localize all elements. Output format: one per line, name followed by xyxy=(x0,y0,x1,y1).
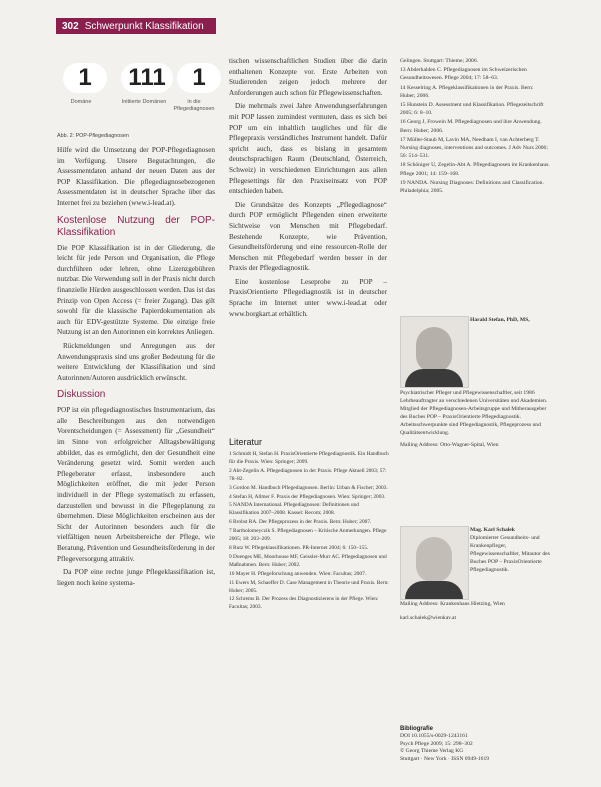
page-header xyxy=(0,0,601,42)
author-bio-text: Diplomierter Gesundheits- und Krankenpfleger, Pflegewissenschaftler, Mitautor des Buches POP – PraxisOrientierte Pflegediagnostik. xyxy=(470,535,550,573)
author-1-name xyxy=(470,316,550,324)
literature-item: 10 Mayer H. Pflegeforschung anwenden. Wien: Facultas; 2007. xyxy=(229,570,367,577)
reference-item: 17 Müller-Staub M, Lavin MA, Needham I, van Achterberg T. Nursing diagnoses, interventions and outcomes. J Adv Nurs 2006; 56: 514–531. xyxy=(400,136,548,160)
bibliography-doi: DOI 10.1055/s-0029-1243161 xyxy=(400,733,468,740)
stats-figure xyxy=(57,63,217,133)
page-number: 302 xyxy=(62,20,79,32)
literature-item: 2 Abt-Zegelin A. Pflegediagnosen in der Praxis. Pflege Aktuell 2003; 57: 78–82. xyxy=(229,467,387,482)
stat-value-3: 1 xyxy=(177,63,221,93)
shoulders-shape xyxy=(405,369,463,387)
bibliography-citation: Psych Pflege 2009; 15: 298–302 xyxy=(400,740,473,747)
figure-caption: Abb. 2: POP-Pflegediagnosen xyxy=(57,133,129,139)
reference-item: 15 Hunstein D. Assessment und Klassifikation. Pflegezeitschrift 2005; 6: 8–10. xyxy=(400,102,544,117)
intro-paragraph: Hilfe wird die Umsetzung der POP-Pflegediagnosen im Verfügung. Unsere Begutachtungen, die Assessmentdaten anhand der neuen Daten aus der POP Klassifikation. Die pflegediagnosebezogenen Assessmentdaten ist in deutscher Sprache über das Internet frei zu beziehen (www.i-lead.at). xyxy=(57,146,215,207)
literature-item: 7 Bartholomeyczik S. Pflegediagnosen – Kritische Anmerkungen. Pflege 2005; 18: 203–209. xyxy=(229,528,387,543)
reference-item: 16 Georg J, Frowein M. Pflegediagnosen und ihre Anwendung. Bern: Huber; 2006. xyxy=(400,119,542,134)
stat-label-3: in die Pflegediagnosen xyxy=(173,99,215,112)
literature-item: 3 Gordon M. Handbuch Pflegediagnosen. Berlin: Urban & Fischer; 2003. xyxy=(229,484,388,491)
author-bio-text: Psychiatrischer Pfleger und Pflegewissenschaftler, seit 1986 Lehrbeauftragter an verschiedenen Universitäten und Akademien. Mitglied der Pflegediagnosen-Arbeitsgruppe und Mitherausgeber des Buches POP – PraxisOrientierte Pflegediagnostik. Arbeitsschwerpunkte sind Pflegediagnostik, Pflegeprozess und Qualitätsentwicklung. xyxy=(400,390,548,436)
author-photo-1 xyxy=(400,316,469,388)
reference-item: 19 NANDA. Nursing Diagnoses: Definitions and Classification. Philadelphia; 2005. xyxy=(400,179,544,195)
paragraph: Eine kostenlose Leseprobe zu POP – PraxisOrientierte Pflegediagnostik ist in deutscher Sprache im Internet unter www.i-lead.at oder www.borgkart.at erhältlich. xyxy=(229,277,387,318)
author-1-bio xyxy=(400,389,550,449)
reference-item: 14 Kesselring A. Pflegeklassifikationen in der Praxis. Bern: Huber; 2006. xyxy=(400,84,534,99)
author-2-name xyxy=(470,526,550,574)
reference-item: 13 Abderhalden C. Pflegediagnosen im Schweizerischen Gesundheitswesen. Pflege 2004; 17: 58–63. xyxy=(400,67,527,82)
author-email: karl.schalek@wienkav.at xyxy=(400,615,457,621)
header-bar xyxy=(56,18,216,34)
literature-item: 11 Ewers M, Schaeffer D. Case Management in Theorie und Praxis. Bern: Huber; 2005. xyxy=(229,579,389,594)
reference-item: Gelingen. Stuttgart: Thieme; 2006. xyxy=(400,58,479,64)
author-name: Mag. Karl Schalek xyxy=(470,527,515,533)
section-heading-free-use: Kostenlose Nutzung der POP-Klassifikation xyxy=(57,214,215,238)
literature-item: 6 Brobst RA. Der Pflegeprozess in der Praxis. Bern: Huber; 2007. xyxy=(229,519,372,526)
bibliography-box xyxy=(400,726,550,763)
stat-value-1: 1 xyxy=(63,63,107,93)
author-address: Mailing Address: Krankenhaus Hietzing, Wien xyxy=(400,601,505,607)
literature-list xyxy=(229,451,389,613)
author-photo-2 xyxy=(400,526,469,600)
shoulders-shape xyxy=(405,581,463,599)
literature-item: 9 Doenges ME, Moorhouse MF, Geissler-Murr AC. Pflegediagnosen und Maßnahmen. Bern: Huber; 2002. xyxy=(229,553,387,568)
author-2-contact xyxy=(400,600,550,622)
literature-item: 8 Rutz W. Pflegeklassifikationen. PR-Internet 2004; 6: 150–155. xyxy=(229,544,369,551)
face-shape xyxy=(416,327,452,372)
paragraph: Die POP Klassifikation ist in der Gliederung, die leicht für jede Person und Organisation, die Pflege durchführen oder lehren, ohne Lizenzgebühren nutzbar. Die Verwendung soll in der Praxis nicht durch finanzielle Hürden ausgeschlossen werden. Das ist das Prinzip von Open Access (= freier Zugang). Das gilt sowohl für die klassische Papierdokumentation als auch für EDV-gestützte Systeme. Die einzige freie Nutzung ist an den Autorinnen ein korrektes Anliegen. xyxy=(57,243,215,337)
stat-label-2: Initiierte Domänen xyxy=(121,99,167,105)
literature-item: 1 Schmidt H, Stefan H. PraxisOrientierte Pflegediagnostik. Ein Handbuch für die Praxis. Wien: Springer; 2009. xyxy=(229,451,389,465)
paragraph: Die Grundsätze des Konzepts „Pflegediagnose“ durch POP ermöglicht Pflegenden einen erweiterte Sichtweise von Menschen mit Pflegebedarf. Bestehende Konzepte, wie Prävention, Gesundheitsförderung und eine ressourcen-Rolle der Menschen mit Pflegebedarf werden besser in der Praxis der Pflegediagnostik. xyxy=(229,200,387,273)
literature-item: 12 Schrems B. Der Prozess des Diagnostizierens in der Pflege. Wien: Facultas; 2003. xyxy=(229,596,379,611)
literature-item: 5 NANDA International. Pflegediagnosen: Definitionen und Klassifikation 2007–2008. Kassel: Recom; 2008. xyxy=(229,502,359,517)
column-1 xyxy=(57,145,215,591)
author-name: Harald Stefan, PhD, MS, xyxy=(470,317,530,323)
bibliography-title: Bibliografie xyxy=(400,726,434,732)
stat-value-2: 111 xyxy=(121,63,173,93)
bibliography-location: Stuttgart · New York · ISSN 0949-1619 xyxy=(400,755,490,762)
paragraph: POP ist ein pflegediagnostisches Instrumentarium, das alle Beschreibungen aus den notwendigen Vorentscheidungen (= Assessment) für „Gesundheit“ im Sinne von erfolgreicher Alltagsbewältigung abbildet, das es ermöglicht, den der Gesundheit eine Veränderung gesetzt wird. Somit werden auch Pflegeberater erfasst, insbesondere auch Möglichkeiten eröffnet, die mit jeder Person individuell in der Pflege systematisch zu erfassen, darzustellen und bewusst in die Pflegeplanung zu übernehmen. Diese Möglichkeiten erscheinen aus der Sicht der Autorinnen besonders auch für die vielfältigen neuen Arbeitsbereiche der Pflege, wie Beratung, Prävention und Gesundheitsförderung in der Pflegeversorgung attraktiv. xyxy=(57,406,215,563)
column-2 xyxy=(229,56,387,322)
bibliography-publisher: © Georg Thieme Verlag KG xyxy=(400,748,464,755)
paragraph: tischen wissenschaftlichen Studien über die darin enthaltenen Konzepte vor. Erste Arbeiten von Studierenden zeigen jedoch mehrere der Anforderungen auch schon für Pflegewissenschaften. xyxy=(229,57,387,97)
paragraph: Rückmeldungen und Anregungen aus der Anwendungspraxis sind uns großer Bedeutung für die weitere Entwicklung der Klassifikation und sind Autorinnen/Autoren ausdrücklich erwünscht. xyxy=(57,341,215,382)
paragraph: Da POP eine rechte junge Pflegeklassifikation ist, liegen noch keine systema- xyxy=(57,568,215,587)
paragraph: Die mehrmals zwei Jahre Anwendungserfahrungen mit POP lassen zumindest vermuten, dass es sich bei POP um ein inhaltlich taugliches und für die Pflegepraxis verständliches Instrument handelt. Dafür spricht auch, dass es bislang in gesamtem deutschsprachigen Raum (Deutschland, Österreich, Schweiz) in verschiedenen Einrichtungen aus allen Pflegesettings für den Praxiseinsatz von POP entschieden haben. xyxy=(229,102,387,196)
literature-item: 4 Stefan H, Allmer F. Praxis der Pflegediagnosen. Wien: Springer; 2003. xyxy=(229,493,386,500)
references-column-3 xyxy=(400,57,550,196)
section-title: Schwerpunkt Klassifikation xyxy=(84,20,204,32)
stat-label-1: Domäne xyxy=(70,99,92,105)
author-address: Mailing Address: Otto-Wagner-Spital, Wien xyxy=(400,442,499,448)
section-heading-discussion: Diskussion xyxy=(57,389,106,401)
literature-heading: Literatur xyxy=(229,437,263,447)
reference-item: 18 Schöniger U, Zegelin-Abt A. Pflegediagnosen im Krankenhaus. Pflege 2001; 14: 159–168. xyxy=(400,162,550,177)
face-shape xyxy=(416,537,452,582)
